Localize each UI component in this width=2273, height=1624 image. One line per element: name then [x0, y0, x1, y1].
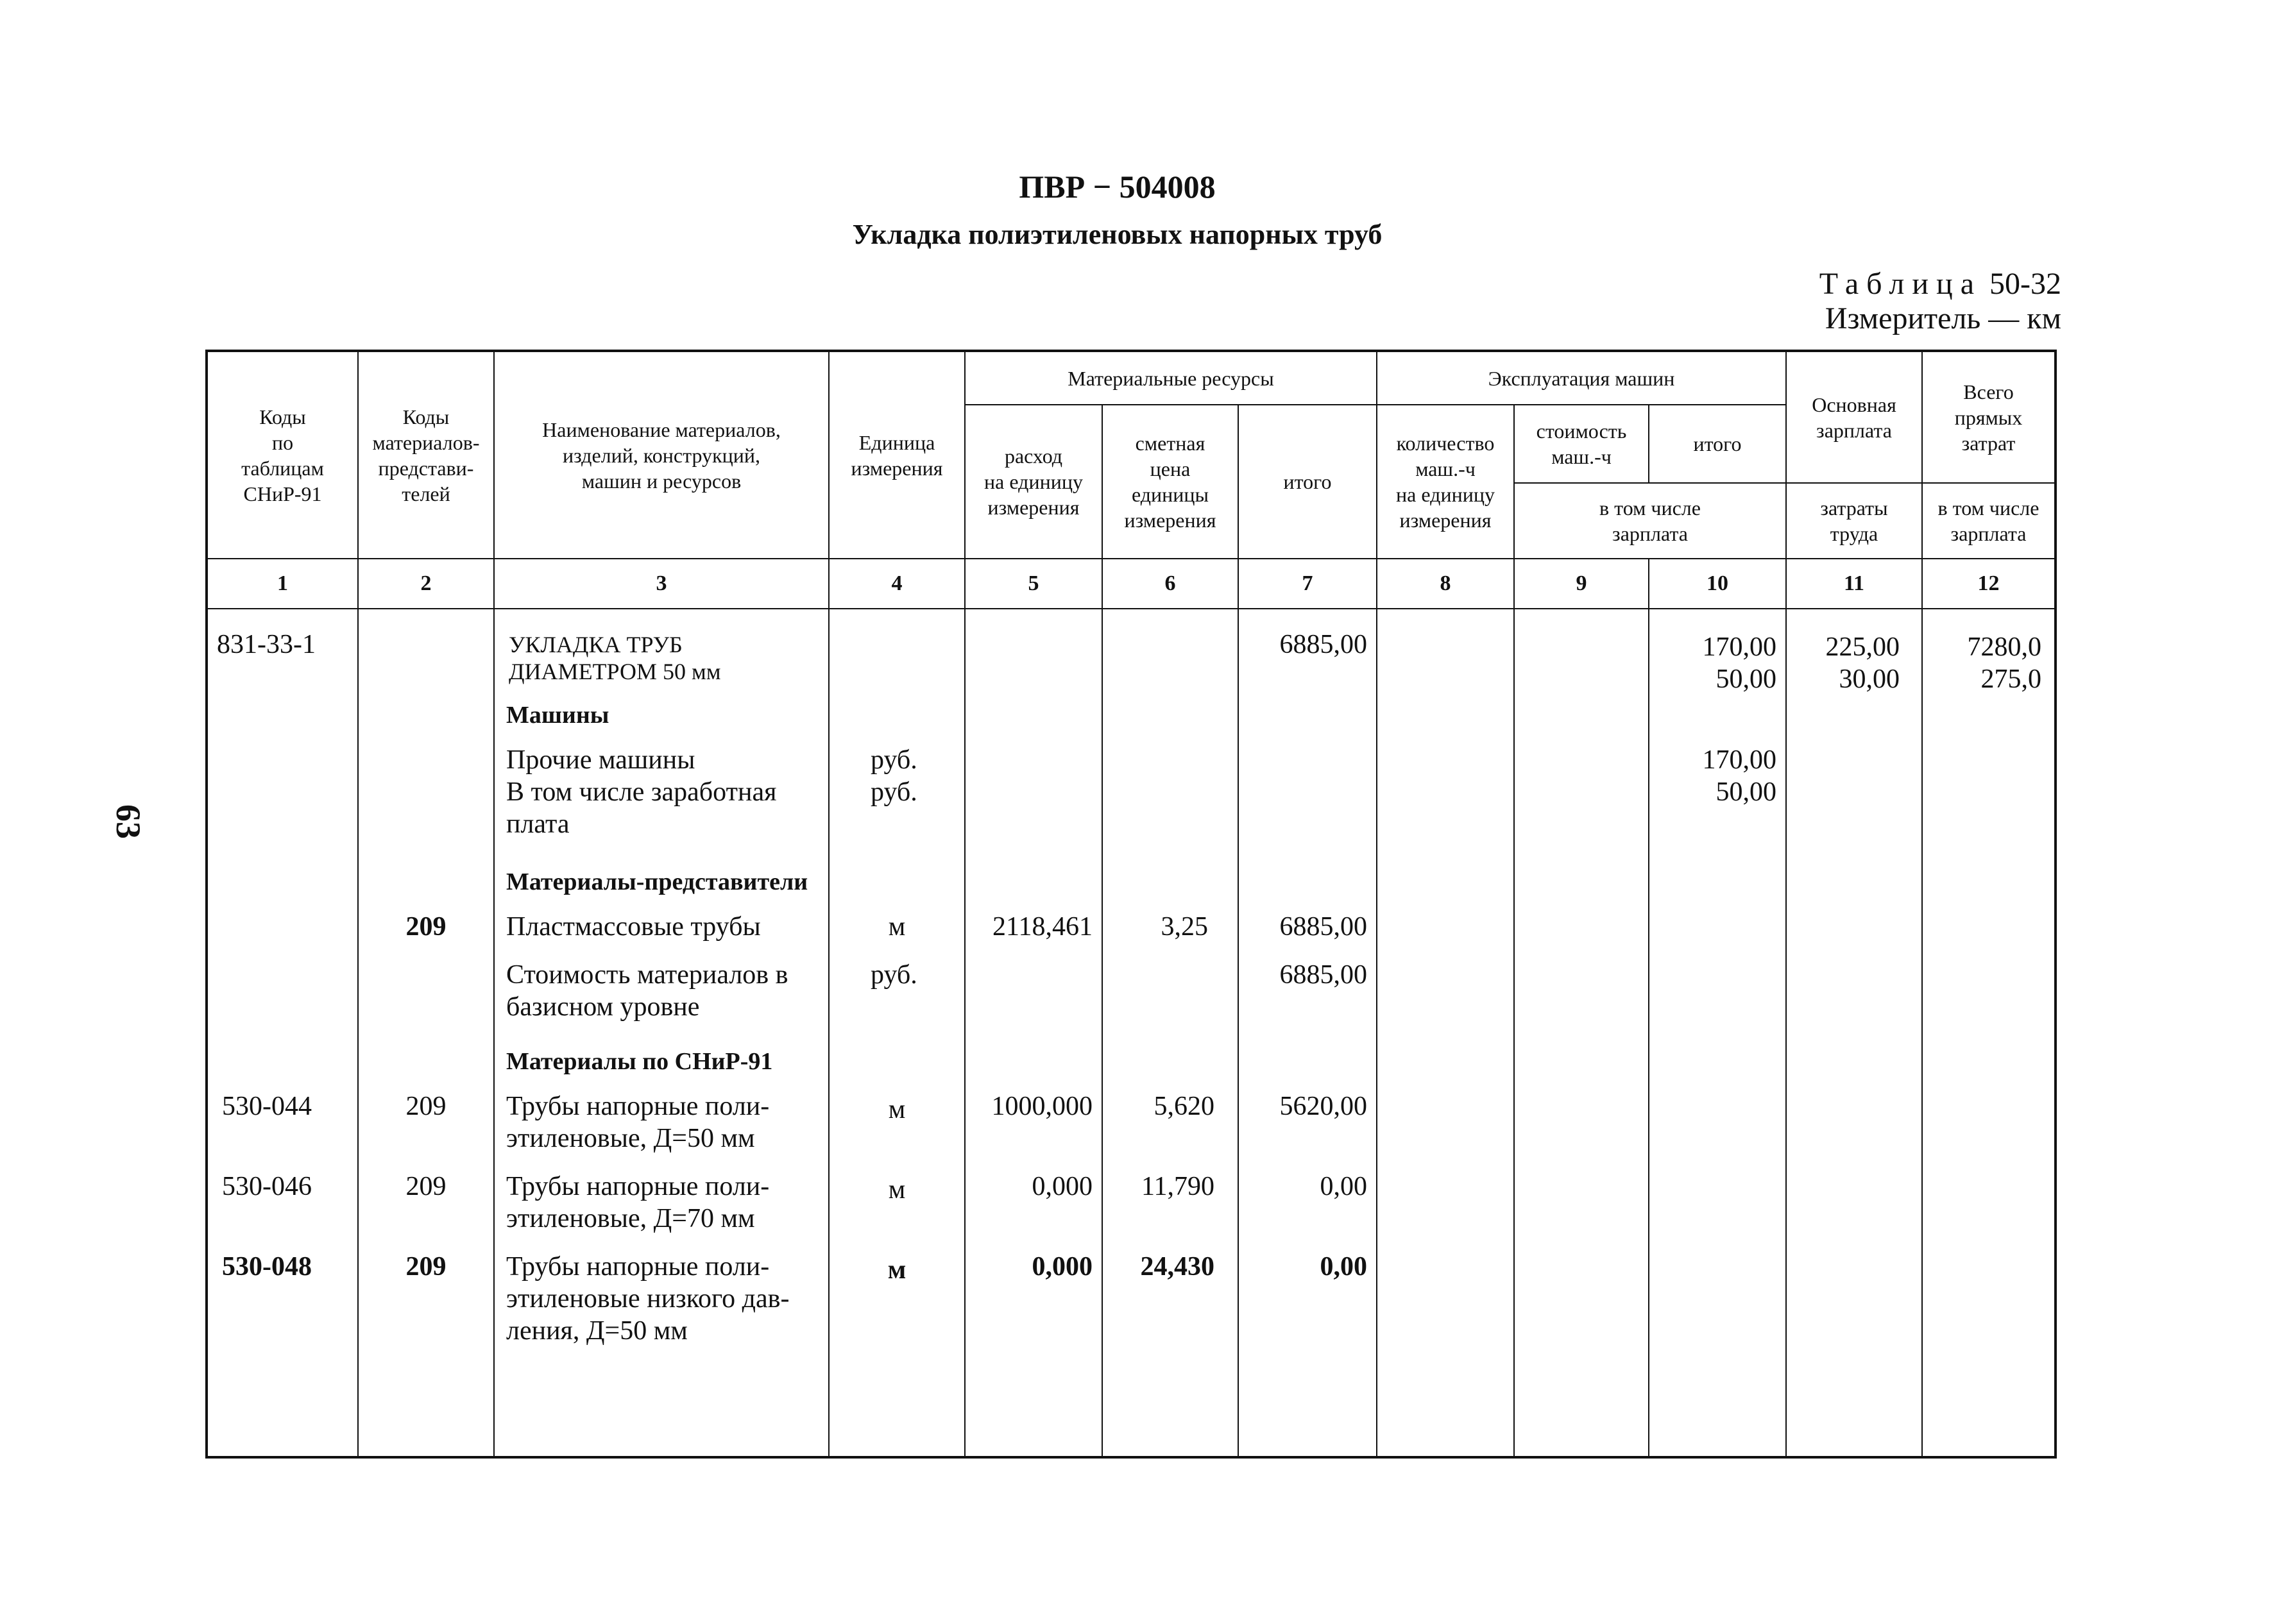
header-text: измерения — [1124, 509, 1216, 532]
row-unit: м — [888, 1175, 906, 1205]
machines-name-line: плата — [506, 809, 570, 839]
header-col-6 — [1102, 405, 1238, 559]
page-number: 63 — [109, 804, 148, 839]
header-text: изделий, конструкций, — [562, 443, 760, 467]
section-representatives: Материалы-представители — [506, 868, 808, 895]
header-text: материалов- — [372, 430, 480, 454]
row-price: 24,430 — [1140, 1252, 1214, 1281]
row-name-line: ления, Д=50 мм — [506, 1316, 688, 1346]
row-price: 11,790 — [1141, 1172, 1214, 1201]
cost-unit: руб. — [871, 960, 917, 990]
table-number-line — [1819, 267, 2061, 301]
cost-name-line: Стоимость материалов в — [506, 960, 788, 990]
header-text: Наименование материалов, — [542, 418, 781, 441]
column-number: 2 — [358, 559, 494, 609]
header-text: Всего — [1963, 380, 2014, 403]
section-machines: Машины — [506, 702, 609, 729]
row-code: 530-048 — [222, 1252, 312, 1281]
row-code: 530-044 — [222, 1092, 312, 1121]
column-number: 5 — [965, 559, 1102, 609]
main-direct-total: 7280,0 — [1967, 632, 2041, 662]
header-text: таблицам — [241, 456, 324, 480]
body-col-11 — [1786, 609, 1922, 1457]
body-col-3 — [494, 609, 829, 1457]
row-consumption: 0,000 — [1032, 1172, 1093, 1201]
column-number: 4 — [829, 559, 965, 609]
row-name-line: Трубы напорные поли- — [506, 1092, 770, 1121]
column-number: 9 — [1514, 559, 1649, 609]
header-col-9-10-sub — [1514, 483, 1786, 559]
main-machines-salary: 50,00 — [1715, 664, 1776, 694]
column-number: 8 — [1377, 559, 1514, 609]
machines-name-line: Прочие машины — [506, 745, 695, 775]
column-number: 3 — [494, 559, 829, 609]
header-col-1 — [207, 351, 358, 559]
body-col-1 — [207, 609, 358, 1457]
header-col-11-sub — [1786, 483, 1922, 559]
header-text: цена — [1150, 457, 1191, 480]
main-title-line: ДИАМЕТРОМ 50 мм — [509, 659, 721, 684]
header-text: Основная — [1812, 393, 1896, 416]
body-col-10 — [1649, 609, 1786, 1457]
header-text: зарплата — [1816, 418, 1892, 442]
header-text: маш.-ч — [1551, 445, 1612, 468]
header-text: сметная — [1135, 432, 1205, 455]
header-text: машин и ресурсов — [581, 469, 742, 493]
rep-name: Пластмассовые трубы — [506, 912, 761, 942]
row-code: 530-046 — [222, 1172, 312, 1201]
header-col-9 — [1514, 405, 1649, 483]
body-col-9 — [1514, 609, 1649, 1457]
header-text: в том числе — [1599, 496, 1701, 520]
body-col-7 — [1238, 609, 1377, 1457]
header-text: затраты — [1820, 496, 1888, 520]
rep-unit: м — [888, 912, 906, 942]
table-number: 50-32 — [1989, 267, 2061, 301]
body-col-8 — [1377, 609, 1514, 1457]
header-text: затрат — [1961, 431, 2016, 455]
machines-unit: руб. — [871, 745, 917, 775]
rep-consumption: 2118,461 — [992, 912, 1093, 942]
machines-salary: 50,00 — [1715, 777, 1776, 807]
header-text: Коды — [402, 405, 450, 428]
table-label — [1819, 267, 2061, 336]
row-name-line: Трубы напорные поли- — [506, 1252, 770, 1281]
machines-total: 170,00 — [1702, 745, 1776, 775]
main-base-salary: 225,00 — [1825, 632, 1900, 662]
column-number: 10 — [1649, 559, 1786, 609]
row-material-code: 209 — [405, 1252, 447, 1281]
row-material-code: 209 — [405, 1092, 447, 1121]
row-total: 0,00 — [1320, 1252, 1367, 1281]
table-word: Таблица — [1819, 267, 1982, 301]
body-col-2 — [358, 609, 494, 1457]
column-number: 7 — [1238, 559, 1377, 609]
resource-table — [205, 350, 2057, 1459]
header-text: на единицу — [984, 470, 1083, 493]
column-number: 12 — [1922, 559, 2056, 609]
cost-name-line: базисном уровне — [506, 992, 700, 1022]
column-number: 11 — [1786, 559, 1922, 609]
body-col-5 — [965, 609, 1102, 1457]
unit-label: Измеритель — км — [1825, 301, 2061, 335]
header-text: стоимость — [1536, 419, 1627, 443]
header-text: СНиР-91 — [243, 482, 322, 505]
header-col-2 — [358, 351, 494, 559]
header-text: в том числе — [1937, 496, 2039, 520]
main-labor: 30,00 — [1839, 664, 1900, 694]
rep-price: 3,25 — [1161, 912, 1208, 942]
header-text: маш.-ч — [1415, 457, 1476, 480]
header-col-8 — [1377, 405, 1514, 559]
header-text: Единица — [858, 430, 935, 454]
header-group-machines: Эксплуатация машин — [1377, 351, 1786, 405]
main-machines-total: 170,00 — [1702, 632, 1776, 662]
row-name-line: этиленовые, Д=50 мм — [506, 1124, 755, 1153]
header-text: по — [271, 430, 294, 454]
machines-name-line: В том числе заработная — [506, 777, 777, 807]
document-code: ПВР − 504008 — [1019, 169, 1216, 205]
header-text: телей — [402, 482, 450, 505]
row-name-line: этиленовые, Д=70 мм — [506, 1204, 755, 1233]
header-text: на единицу — [1396, 483, 1495, 506]
cost-total: 6885,00 — [1279, 960, 1367, 990]
row-material-code: 209 — [405, 1172, 447, 1201]
document-title: Укладка полиэтиленовых напорных труб — [852, 219, 1383, 250]
body-col-4 — [829, 609, 965, 1457]
row-consumption: 0,000 — [1032, 1252, 1093, 1281]
main-code: 831-33-1 — [217, 630, 316, 659]
header-text: расход — [1004, 444, 1063, 468]
header-col-7: итого — [1238, 405, 1377, 559]
main-total: 6885,00 — [1279, 630, 1367, 659]
rep-total: 6885,00 — [1279, 912, 1367, 942]
row-total: 0,00 — [1320, 1172, 1367, 1201]
row-unit: м — [887, 1255, 907, 1285]
header-text: зарплата — [1612, 522, 1688, 545]
rep-code: 209 — [405, 912, 447, 942]
body-col-12 — [1922, 609, 2056, 1457]
row-total: 5620,00 — [1279, 1092, 1367, 1121]
main-title-line: УКЛАДКА ТРУБ — [509, 632, 683, 657]
header-text: зарплата — [1950, 522, 2027, 545]
column-number: 1 — [207, 559, 358, 609]
header-text: измерения — [851, 456, 943, 480]
header-col-3 — [494, 351, 829, 559]
header-text: Коды — [259, 405, 306, 428]
body-col-6 — [1102, 609, 1238, 1457]
row-name-line: этиленовые низкого дав- — [506, 1284, 790, 1314]
header-text: представи- — [378, 456, 474, 480]
header-col-12 — [1922, 351, 2056, 483]
row-consumption: 1000,000 — [991, 1092, 1093, 1121]
column-number: 6 — [1102, 559, 1238, 609]
row-name-line: Трубы напорные поли- — [506, 1172, 770, 1201]
row-price: 5,620 — [1154, 1092, 1214, 1121]
header-col-10: итого — [1649, 405, 1786, 483]
header-col-12-sub — [1922, 483, 2056, 559]
machines-unit: руб. — [871, 777, 917, 807]
main-direct-salary: 275,0 — [1980, 664, 2041, 694]
section-snir: Материалы по СНиР-91 — [506, 1048, 773, 1075]
row-unit: м — [888, 1095, 906, 1124]
header-text: труда — [1830, 522, 1878, 545]
header-col-4 — [829, 351, 965, 559]
header-text: измерения — [1399, 509, 1492, 532]
header-text: измерения — [987, 496, 1080, 519]
header-col-5 — [965, 405, 1102, 559]
header-col-11 — [1786, 351, 1922, 483]
header-text: количество — [1396, 432, 1495, 455]
header-text: прямых — [1954, 405, 2023, 429]
header-group-material: Материальные ресурсы — [965, 351, 1377, 405]
header-text: единицы — [1131, 483, 1209, 506]
